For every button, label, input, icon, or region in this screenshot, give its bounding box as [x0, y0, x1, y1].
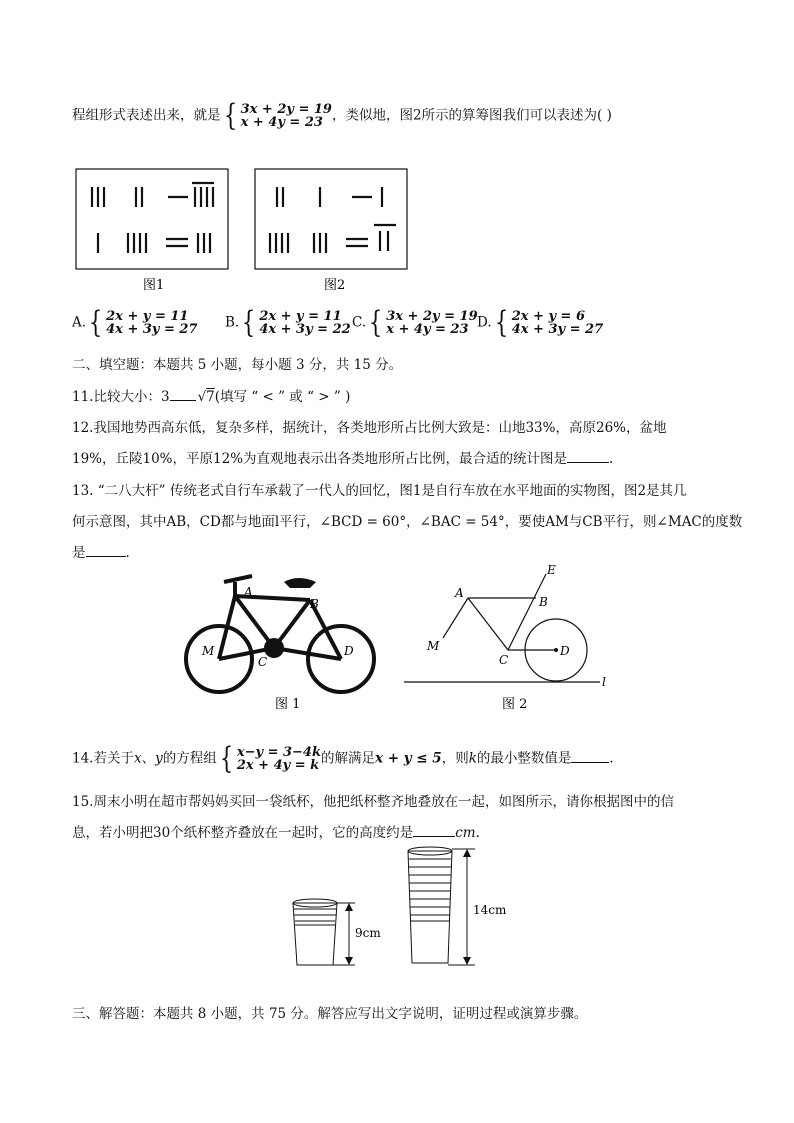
q12-answer-blank[interactable]	[567, 450, 609, 463]
bicycle-photo-icon	[186, 576, 374, 692]
option-d[interactable]: D. { 2x + y = 6 4x + 3y = 27	[477, 305, 604, 340]
intro-system: { 3x + 2y = 19 x + 4y = 23	[223, 98, 332, 133]
svg-text:B: B	[310, 597, 319, 611]
question-12-line2: 19%，丘陵10%，平原12%为直观地表示出各类地形所占比例，最合适的统计图是 .	[72, 451, 614, 467]
question-15-line1: 15.周末小明在超市帮妈妈买回一袋纸杯，他把纸杯整齐地叠放在一起，如图所示，请你根据图中的信	[72, 794, 674, 810]
svg-text:A: A	[244, 585, 253, 599]
intro-prefix: 程组形式表述出来，就是	[72, 107, 221, 124]
section3-heading: 三、解答题：本题共 8 小题，共 75 分。解答应写出文字说明，证明过程或演算步骤。	[72, 1006, 588, 1022]
option-b[interactable]: B. { 2x + y = 11 4x + 3y = 22	[225, 305, 351, 340]
cup-stack-small-icon	[293, 903, 337, 965]
question-12-line1: 12.我国地势西高东低，复杂多样，据统计，各类地形所占比例大致是：山地33%，高原26%，盆地	[72, 420, 667, 436]
svg-text:A: A	[455, 586, 464, 600]
question-11: 11.比较大小：3 √7(填写 “ < ” 或 “ > ” )	[72, 389, 351, 405]
svg-text:M: M	[202, 644, 215, 658]
svg-text:B: B	[539, 595, 548, 609]
rod-fig2-caption: 图2	[324, 278, 346, 293]
svg-text:l: l	[602, 675, 606, 689]
option-c[interactable]: C. { 3x + 2y = 19 x + 4y = 23	[352, 305, 478, 340]
svg-text:C: C	[499, 653, 509, 667]
question-14: 14.若关于x、y的方程组 { x−y = 3−4k 2x + 4y = k 的解满足x + y ≤ 5，则k的最小整数值是 .	[72, 741, 614, 776]
bike-fig2-caption: 图 2	[502, 697, 528, 712]
section2-heading: 二、填空题：本题共 5 小题，每小题 3 分，共 15 分。	[72, 357, 403, 373]
svg-text:D: D	[344, 644, 354, 658]
intro-line	[72, 98, 612, 133]
svg-text:E: E	[547, 563, 556, 577]
paper-cups-figure	[285, 845, 515, 975]
bike-fig1-caption: 图 1	[275, 697, 301, 712]
question-13-line2: 何示意图，其中AB，CD都与地面l平行，∠BCD = 60°，∠BAC = 54°，要使AM与CB平行，则∠MAC的度数	[72, 514, 743, 530]
question-15-line2: 息，若小明把30个纸杯整齐叠放在一起时，它的高度约是 cm.	[72, 825, 480, 841]
q15-answer-blank[interactable]	[413, 824, 455, 837]
q11-answer-blank[interactable]	[170, 388, 196, 401]
svg-text:C: C	[258, 655, 268, 669]
bicycle-figures	[180, 560, 620, 720]
rod-fig1-caption: 图1	[143, 278, 165, 293]
intro-suffix: ，类似地，图2所示的算筹图我们可以表述为( )	[331, 107, 612, 124]
svg-text:M: M	[427, 639, 440, 653]
svg-text:D: D	[560, 644, 570, 658]
q14-system: { x−y = 3−4k 2x + 4y = k	[219, 741, 321, 776]
counting-rod-figures	[70, 165, 420, 295]
q13-answer-blank[interactable]	[86, 544, 126, 557]
cup-height-small: 9cm	[355, 926, 381, 940]
question-13-line3: 是 .	[72, 545, 130, 561]
option-a[interactable]: A. { 2x + y = 11 4x + 3y = 27	[72, 305, 198, 340]
q14-answer-blank[interactable]	[571, 750, 609, 763]
cup-height-large: 14cm	[473, 903, 507, 917]
question-13-line1: 13. “二八大杆” 传统老式自行车承载了一代人的回忆，图1是自行车放在水平地面的实物图，图2是其几	[72, 483, 687, 499]
